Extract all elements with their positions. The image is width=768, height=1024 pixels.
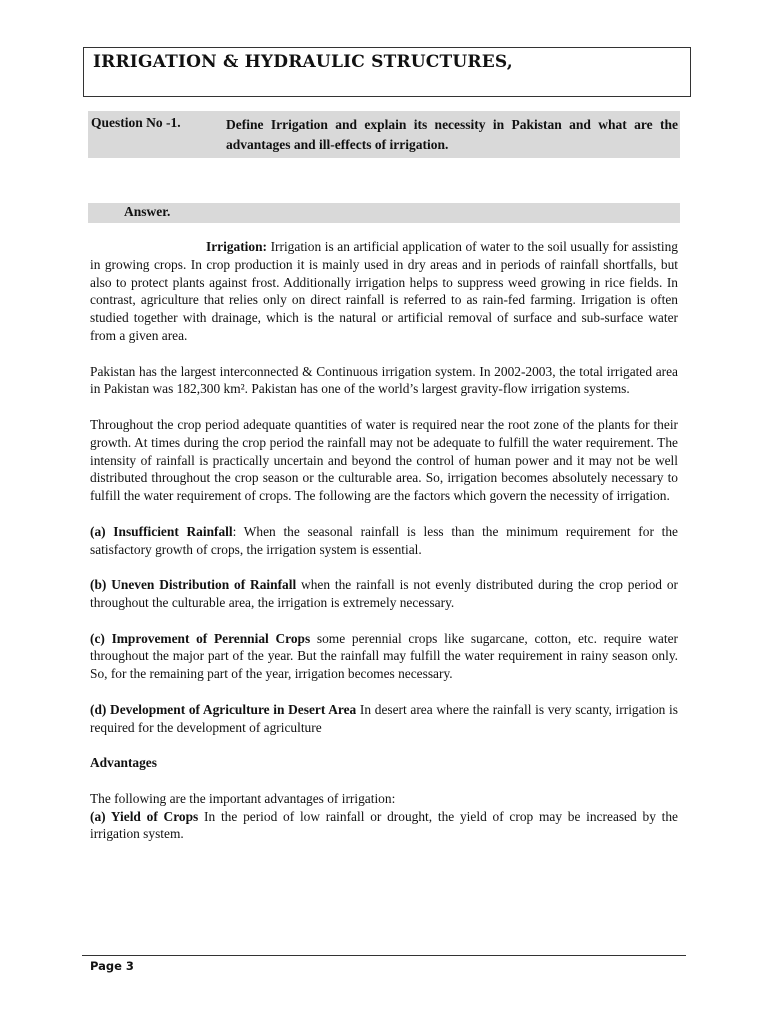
factor-text: some perennial crops like sugarcane, cotton, etc. require water throughout the major part of the year. But the rainfall may fulfill the water requirement in rainy season only. So, for the remaining part of the year, irrigation becomes necessary. <box>90 630 678 682</box>
factor-item <box>90 630 678 683</box>
factor-text: : When the seasonal rainfall is less than the minimum requirement for the satisfactory growth of crops, the irrigation system is essential. <box>90 523 678 557</box>
factor-item <box>90 576 678 612</box>
necessity-paragraph: Throughout the crop period adequate quantities of water is required near the root zone of the plants for their growth. At times during the crop period the rainfall may not be adequate to fulfill the water requirement. The intensity of rainfall is practically uncertain and beyond the control of human power and it may not be well distributed throughout the crop season or the culturable area. So, irrigation becomes absolutely necessary to fulfill the water requirement of crops. The following are the factors which govern the necessity of irrigation. <box>90 416 678 504</box>
advantage-item <box>90 808 678 844</box>
answer-body <box>90 238 678 861</box>
advantages-heading-text: Advantages <box>90 755 157 771</box>
intro-term: Irrigation: <box>206 239 267 254</box>
answer-band <box>88 203 680 223</box>
factor-item <box>90 523 678 559</box>
factor-heading: (b) Uneven Distribution of Rainfall <box>90 577 297 593</box>
footer-rule <box>82 955 686 956</box>
advantage-text: In the period of low rainfall or drought, the yield of crop may be increased by the irrigation system. <box>90 808 678 842</box>
factor-text: when the rainfall is not evenly distributed during the crop period or throughout the culturable area, the irrigation is extremely necessary. <box>90 577 678 610</box>
page-number: Page 3 <box>90 959 134 973</box>
answer-label: Answer. <box>124 204 171 219</box>
document-title: IRRIGATION & HYDRAULIC STRUCTURES, <box>93 52 513 72</box>
intro-paragraph <box>90 238 678 345</box>
factor-text: In desert area where the rainfall is very scanty, irrigation is required for the development of agriculture <box>90 701 678 735</box>
intro-text: Irrigation is an artificial application of water to the soil usually for assisting in growing crops. In crop production it is mainly used in dry areas and in periods of rainfall shortfalls, but also to protect plants against frost. Additionally irrigation helps to suppress weed growing in rice fields. In contrast, agriculture that relies only on direct rainfall is referred to as rain-fed farming. Irrigation is often studied together with drainage, which is the natural or artificial removal of surface and sub-surface water from a given area. <box>90 239 678 343</box>
question-label: Question No -1. <box>91 115 181 130</box>
factor-heading: (a) Insufficient Rainfall <box>90 523 233 539</box>
factor-heading: (d) Development of Agriculture in Desert Area <box>90 701 357 717</box>
advantages-heading <box>90 754 678 772</box>
pakistan-paragraph: Pakistan has the largest interconnected & Continuous irrigation system. In 2002-2003, the total irrigated area in Pakistan was 182,300 km². Pakistan has one of the world’s largest gravity-flow irrigation systems. <box>90 363 678 397</box>
advantages-intro: The following are the important advantages of irrigation: <box>90 790 396 806</box>
factor-heading: (c) Improvement of Perennial Crops <box>90 630 311 646</box>
question-band <box>88 111 680 158</box>
factor-item <box>90 701 678 737</box>
advantage-heading: (a) Yield of Crops <box>90 808 199 824</box>
title-box <box>83 47 691 97</box>
question-text: Define Irrigation and explain its necessity in Pakistan and what are the advantages and ill-effects of irrigation. <box>226 117 678 152</box>
